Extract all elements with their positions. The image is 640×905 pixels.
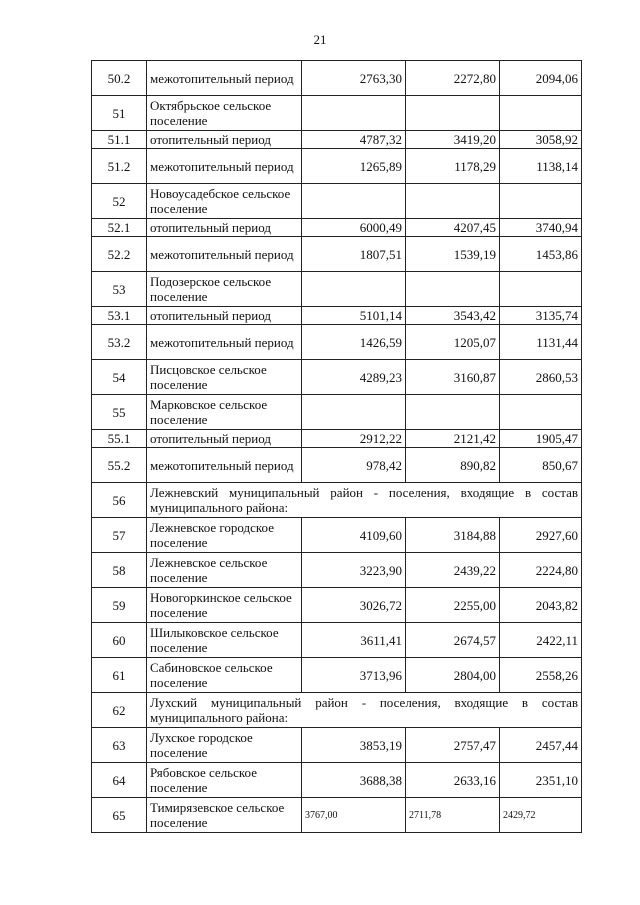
district-heading: Лежневский муниципальный район - поселения, входящие в состав муниципального района:: [147, 483, 582, 518]
row-number: 52.2: [92, 237, 147, 272]
value-1: 1265,89: [302, 149, 406, 184]
row-number: 65: [92, 798, 147, 833]
table-row: [92, 448, 582, 483]
row-number: 59: [92, 588, 147, 623]
row-number: 64: [92, 763, 147, 798]
row-number: 53.1: [92, 307, 147, 325]
row-number: 56: [92, 483, 147, 518]
value-3: 1138,14: [500, 149, 582, 184]
table-row: [92, 518, 582, 553]
value-2: 3160,87: [406, 360, 500, 395]
value-2: 2633,16: [406, 763, 500, 798]
value-1: 978,42: [302, 448, 406, 483]
district-heading: Лухский муниципальный район - поселения, входящие в состав муниципального района:: [147, 693, 582, 728]
value-3: 2224,80: [500, 553, 582, 588]
value-3: 3740,94: [500, 219, 582, 237]
value-3: 2351,10: [500, 763, 582, 798]
value-1: 3611,41: [302, 623, 406, 658]
value-3: 2927,60: [500, 518, 582, 553]
value-3: 1905,47: [500, 430, 582, 448]
value-3: 2860,53: [500, 360, 582, 395]
settlement-name: Новогоркинское сельское поселение: [147, 588, 302, 623]
value-3: 1131,44: [500, 325, 582, 360]
row-number: 53: [92, 272, 147, 307]
row-number: 51.1: [92, 131, 147, 149]
table-row: [92, 693, 582, 728]
settlement-name: межотопительный период: [147, 149, 302, 184]
value-1: 3853,19: [302, 728, 406, 763]
table-row: [92, 395, 582, 430]
table-row: [92, 360, 582, 395]
table-row: [92, 184, 582, 219]
value-1: 4787,32: [302, 131, 406, 149]
table-row: [92, 763, 582, 798]
value-1: 3713,96: [302, 658, 406, 693]
table-row: [92, 658, 582, 693]
row-number: 55: [92, 395, 147, 430]
value-1: 4109,60: [302, 518, 406, 553]
table-row: [92, 798, 582, 833]
row-number: 60: [92, 623, 147, 658]
value-1: 3026,72: [302, 588, 406, 623]
value-2: 1178,29: [406, 149, 500, 184]
value-3: 2429,72: [500, 798, 582, 833]
settlement-name: отопительный период: [147, 219, 302, 237]
value-2: 3419,20: [406, 131, 500, 149]
table-row: [92, 272, 582, 307]
value-3: 2043,82: [500, 588, 582, 623]
settlement-name: межотопительный период: [147, 448, 302, 483]
value-3: 3058,92: [500, 131, 582, 149]
value-2: [406, 184, 500, 219]
value-2: [406, 395, 500, 430]
value-3: 2558,26: [500, 658, 582, 693]
value-1: [302, 96, 406, 131]
settlement-name: Сабиновское сельское поселение: [147, 658, 302, 693]
row-number: 55.1: [92, 430, 147, 448]
value-1: 1426,59: [302, 325, 406, 360]
table-row: [92, 307, 582, 325]
settlement-name: Рябовское сельское поселение: [147, 763, 302, 798]
value-1: 3223,90: [302, 553, 406, 588]
value-2: 2255,00: [406, 588, 500, 623]
value-1: 5101,14: [302, 307, 406, 325]
value-2: 890,82: [406, 448, 500, 483]
row-number: 62: [92, 693, 147, 728]
value-3: [500, 96, 582, 131]
value-2: 4207,45: [406, 219, 500, 237]
value-1: [302, 184, 406, 219]
settlement-name: отопительный период: [147, 307, 302, 325]
value-1: 1807,51: [302, 237, 406, 272]
value-2: 2272,80: [406, 61, 500, 96]
value-3: [500, 272, 582, 307]
value-2: [406, 272, 500, 307]
table-row: [92, 430, 582, 448]
settlement-name: Лухское городское поселение: [147, 728, 302, 763]
table-row: [92, 553, 582, 588]
settlement-name: Подозерское сельское поселение: [147, 272, 302, 307]
settlement-name: Тимирязевское сельское поселение: [147, 798, 302, 833]
value-2: 2757,47: [406, 728, 500, 763]
settlement-name: Новоусадебское сельское поселение: [147, 184, 302, 219]
settlement-name: межотопительный период: [147, 237, 302, 272]
value-1: 6000,49: [302, 219, 406, 237]
table-row: [92, 61, 582, 96]
settlement-name: Лежневское сельское поселение: [147, 553, 302, 588]
value-3: [500, 184, 582, 219]
table-row: [92, 728, 582, 763]
tariff-table: [91, 60, 582, 833]
settlement-name: межотопительный период: [147, 61, 302, 96]
value-3: 3135,74: [500, 307, 582, 325]
row-number: 63: [92, 728, 147, 763]
table-row: [92, 131, 582, 149]
settlement-name: Марковское сельское поселение: [147, 395, 302, 430]
value-2: 2804,00: [406, 658, 500, 693]
table-row: [92, 149, 582, 184]
value-2: 1205,07: [406, 325, 500, 360]
table-row: [92, 623, 582, 658]
settlement-name: Октябрьское сельское поселение: [147, 96, 302, 131]
value-1: 3688,38: [302, 763, 406, 798]
value-2: 3184,88: [406, 518, 500, 553]
settlement-name: Лежневское городское поселение: [147, 518, 302, 553]
value-2: 3543,42: [406, 307, 500, 325]
row-number: 57: [92, 518, 147, 553]
value-2: [406, 96, 500, 131]
value-3: 1453,86: [500, 237, 582, 272]
table-row: [92, 219, 582, 237]
settlement-name: отопительный период: [147, 430, 302, 448]
value-2: 2674,57: [406, 623, 500, 658]
value-3: 850,67: [500, 448, 582, 483]
value-1: 2763,30: [302, 61, 406, 96]
value-2: 2711,78: [406, 798, 500, 833]
table-row: [92, 237, 582, 272]
row-number: 52.1: [92, 219, 147, 237]
value-1: [302, 272, 406, 307]
settlement-name: Писцовское сельское поселение: [147, 360, 302, 395]
row-number: 54: [92, 360, 147, 395]
table-row: [92, 325, 582, 360]
value-3: [500, 395, 582, 430]
table-row: [92, 483, 582, 518]
value-2: 1539,19: [406, 237, 500, 272]
value-1: 2912,22: [302, 430, 406, 448]
row-number: 55.2: [92, 448, 147, 483]
value-1: [302, 395, 406, 430]
row-number: 50.2: [92, 61, 147, 96]
settlement-name: Шилыковское сельское поселение: [147, 623, 302, 658]
row-number: 61: [92, 658, 147, 693]
row-number: 53.2: [92, 325, 147, 360]
row-number: 52: [92, 184, 147, 219]
value-2: 2439,22: [406, 553, 500, 588]
value-1: 4289,23: [302, 360, 406, 395]
row-number: 51: [92, 96, 147, 131]
row-number: 58: [92, 553, 147, 588]
settlement-name: отопительный период: [147, 131, 302, 149]
value-2: 2121,42: [406, 430, 500, 448]
table-row: [92, 96, 582, 131]
table-row: [92, 588, 582, 623]
value-1: 3767,00: [302, 798, 406, 833]
table-body: [92, 61, 582, 833]
value-3: 2422,11: [500, 623, 582, 658]
row-number: 51.2: [92, 149, 147, 184]
value-3: 2094,06: [500, 61, 582, 96]
settlement-name: межотопительный период: [147, 325, 302, 360]
page-number: 21: [313, 32, 327, 47]
value-3: 2457,44: [500, 728, 582, 763]
